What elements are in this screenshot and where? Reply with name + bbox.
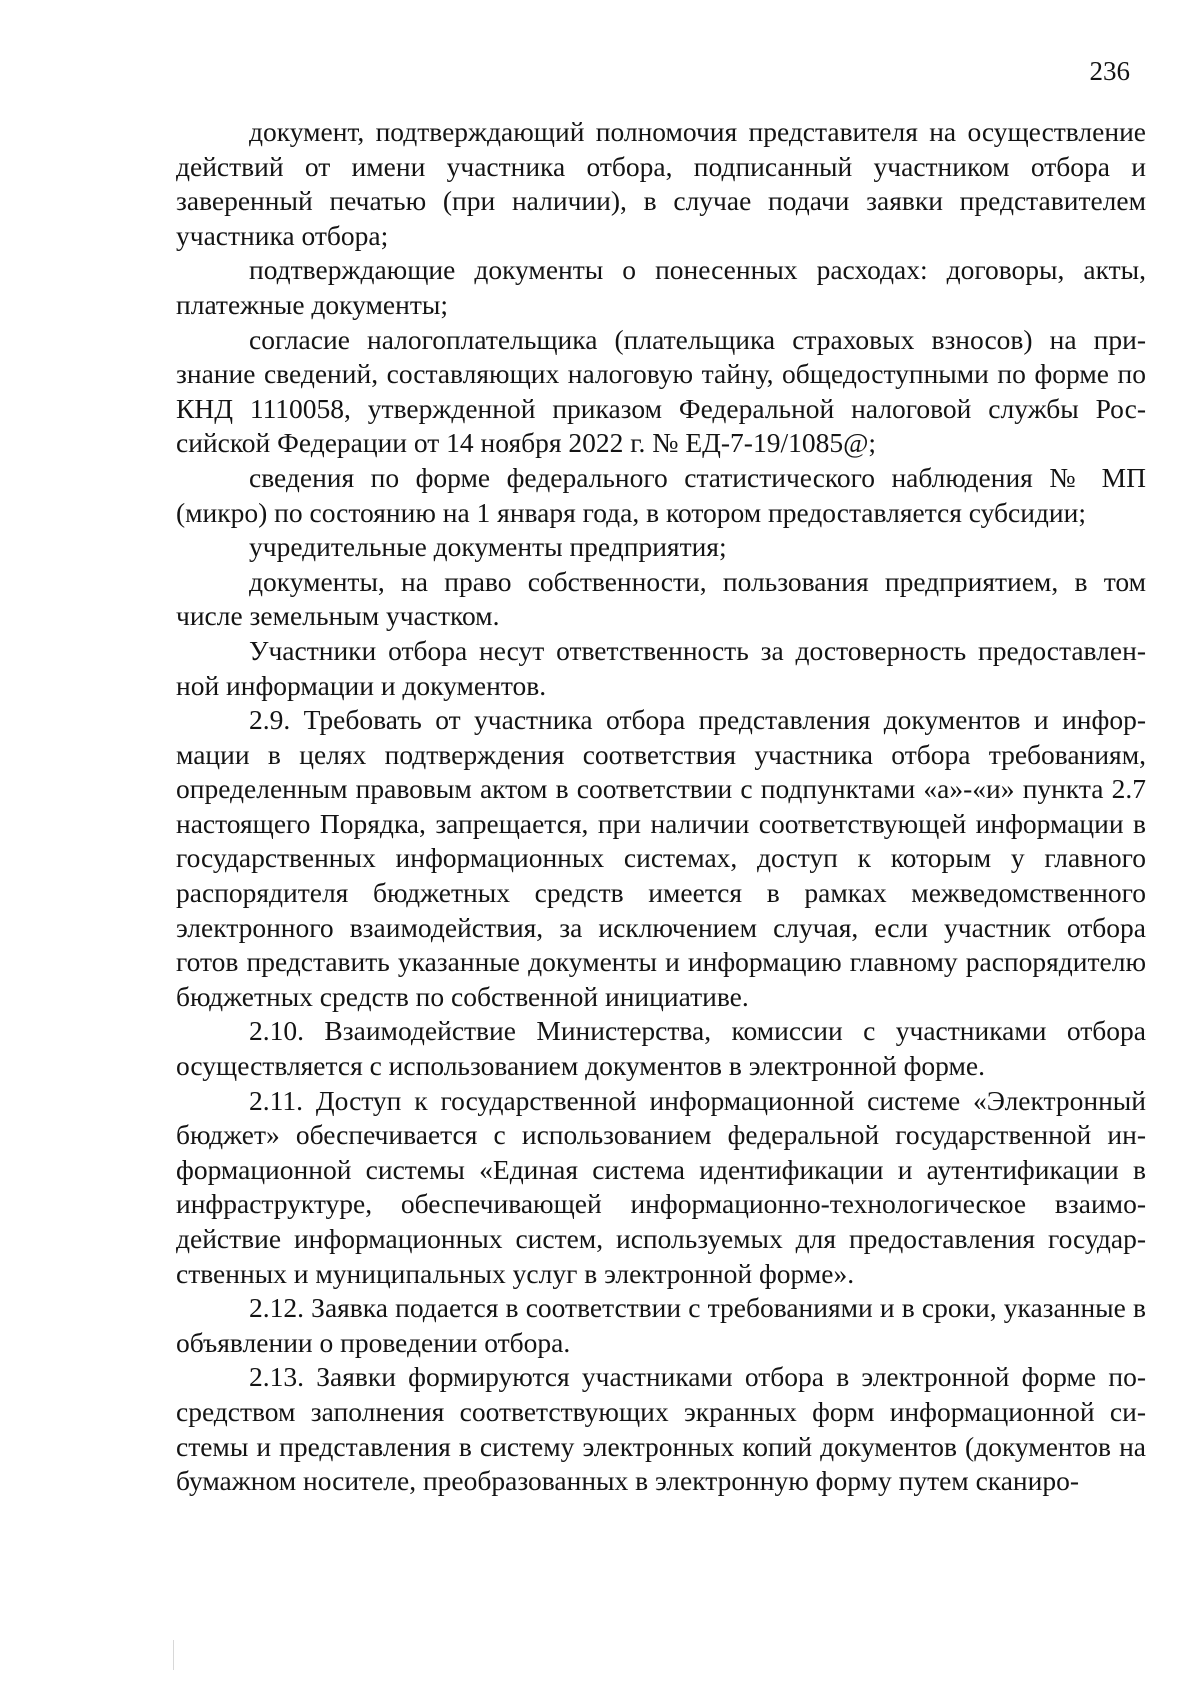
paragraph-representative-document: документ, подтверждающий полномочия представителя на осуществление действий от имени участника отбора, подписанный участником отбора и заверенный печатью (при наличии), в случае подачи заявки представителем участника отбора; — [176, 116, 1146, 251]
paragraph-2-12: 2.12. Заявка подается в соответствии с требованиями и в сроки, указанные в объявлении о проведении отбора. — [176, 1292, 1146, 1358]
page-number: 236 — [1089, 56, 1130, 86]
paragraph-ownership-documents: документы, на право собственности, пользования предприятием, в том числе земельным участком. — [176, 565, 1146, 632]
paragraph-2-9: 2.9. Требовать от участника отбора представления документов и информации в целях подтверждения соответствия участника отбора требованиям, определенным правовым актом в соответствии с подпунктами «а»-«и» пункта 2.7 настоящего Порядка, запрещается, при наличии соответствующей информации в государственных информационных системах, доступ к которым у главного распорядителя бюджетных средств имеется в рамках межведомственного электронного взаимодействия, за исключением случая, если участник отбора готов представить указанные документы и информацию главному распорядителю бюджетных средств по собственной инициативе. — [176, 704, 1146, 1012]
paragraph-founding-documents: учредительные документы предприятия; — [249, 531, 727, 563]
paragraph-2-13: 2.13. Заявки формируются участниками отбора в электронной форме посредством заполнения соответствующих экранных форм информационной системы и представления в систему электронных копий документов (документов на бумажном носителе, преобразованных в электронную форму путем сканиро- — [176, 1361, 1146, 1497]
paragraph-2-10: 2.10. Взаимодействие Министерства, комиссии с участниками отбора осуществляется с использованием документов в электронной форме. — [176, 1015, 1146, 1082]
scan-margin-mark — [173, 1640, 174, 1670]
paragraph-2-11: 2.11. Доступ к государственной информационной системе «Электронный бюджет» обеспечивается с использованием федеральной государственной информационной системы «Единая система идентификации и аутентификации в инфраструктуре, обеспечивающей информационно-технологическое взаимодействие информационных систем, используемых для предоставления государственных и муниципальных услуг в электронной форме». — [176, 1084, 1146, 1289]
document-body — [176, 115, 1146, 1499]
paragraph-taxpayer-consent: согласие налогоплательщика (плательщика страховых взносов) на признание сведений, составляющих налоговую тайну, общедоступными по форме по КНД 1110058, утвержденной приказом Федеральной налоговой службы Российской Федерации от 14 ноября 2022 г. № ЕД-7-19/1085@; — [176, 323, 1146, 459]
paragraph-expense-documents: подтверждающие документы о понесенных расходах: договоры, акты, платежные документы; — [176, 254, 1146, 320]
paragraph-responsibility: Участники отбора несут ответственность за достоверность предоставленной информации и документов. — [176, 634, 1146, 701]
paragraph-statistical-form: сведения по форме федерального статистического наблюдения № МП (микро) по состоянию на 1 января года, в котором предоставляется субсидии; — [176, 461, 1146, 528]
